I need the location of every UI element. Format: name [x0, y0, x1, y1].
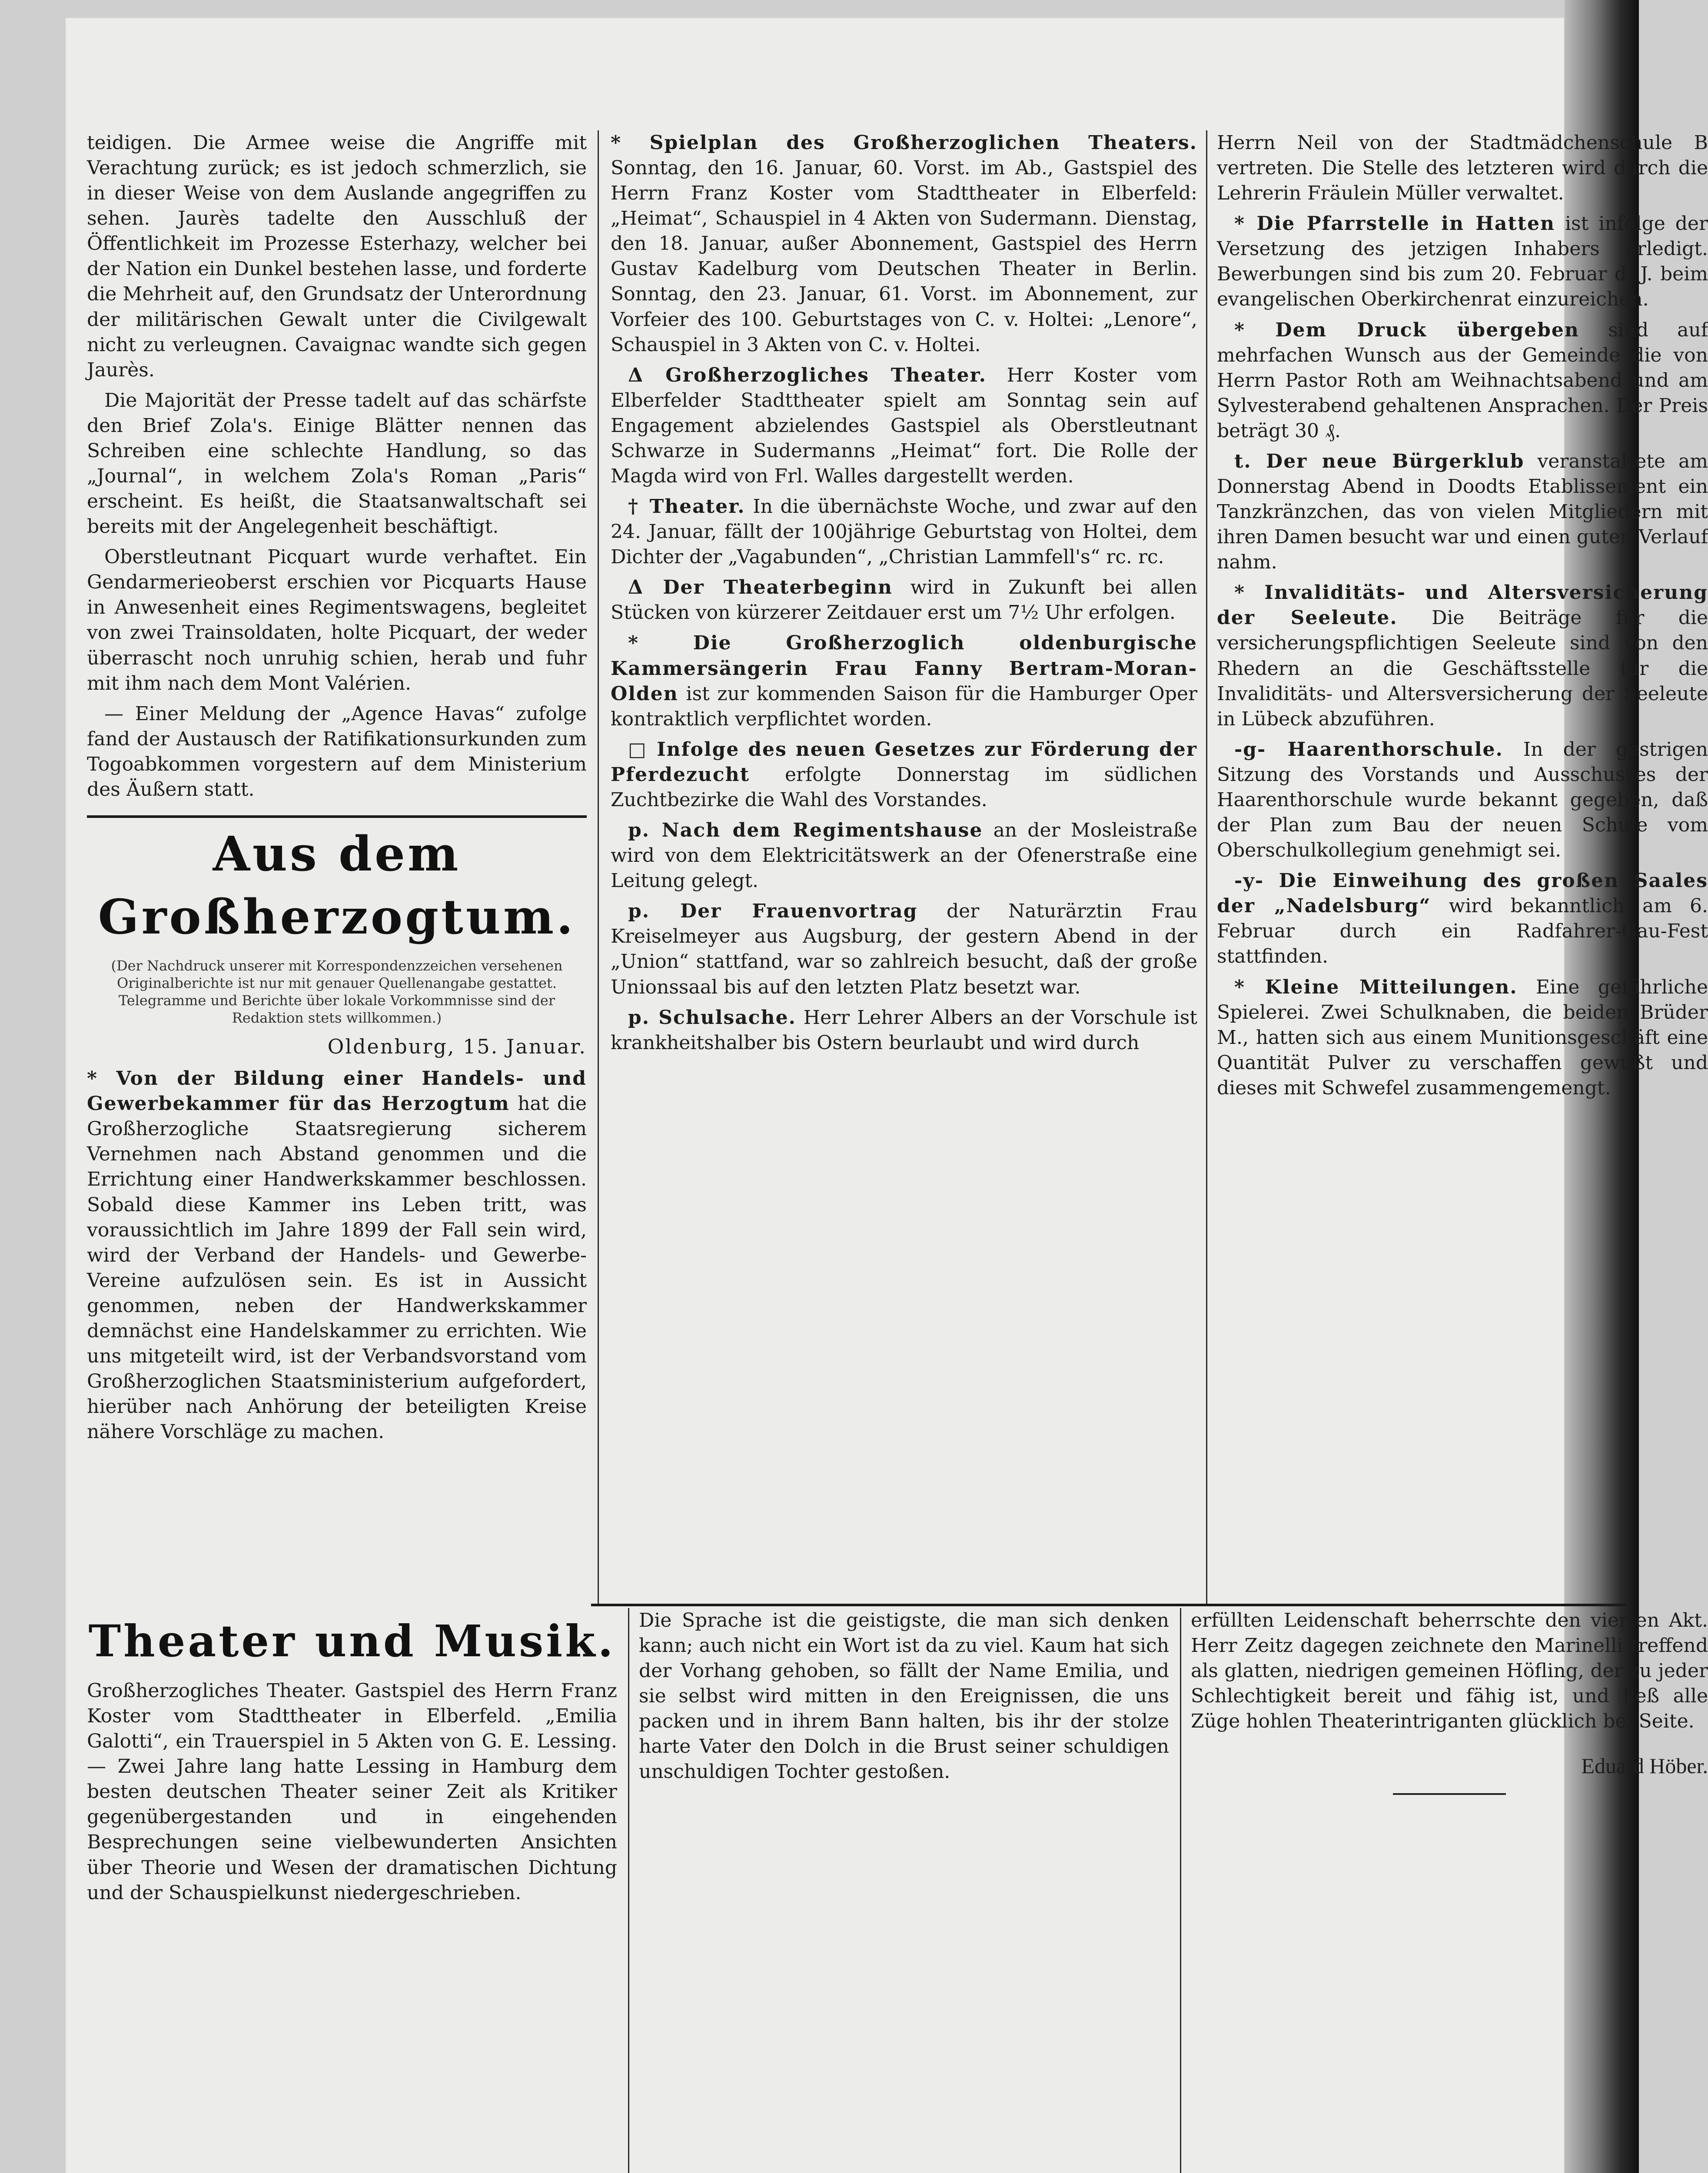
dateline: Oldenburg, 15. Januar. [327, 1035, 587, 1059]
schulsache-text: Herr Lehrer Albers an der Vorschule ist krankheitshalber bis Ostern beurlaubt und wird durch [611, 1006, 1197, 1054]
kammersaengerin-text: ist zur kommenden Saison für die Hamburger Oper kontraktlich verpflichtet worden. [611, 682, 1197, 730]
kleine-mitteilungen-title: * Kleine Mitteilungen. [1234, 976, 1518, 998]
haarenthorschule-title: -g- Haarenthorschule. [1234, 738, 1503, 761]
column-divider-2 [1206, 130, 1207, 1604]
col1-top-text: teidigen. Die Armee weise die Angriffe mit Verachtung zurück; es ist jedoch schmerzlich, sie in dieser Weise von dem Auslande angegriffen zu sehen. Jaurès tadelte den Ausschluß der Öffentlichkeit im Prozesse Esterhazy, welcher bei der Nation ein Dunkel bestehen lasse, und forderte die Mehrheit auf, den Grundsatz der Unterordnung der militärischen Gewalt unter die Civilgewalt nicht zu verleugnen. Cavaignac wandte sich gegen Jaurès. [87, 132, 587, 381]
theater-musik-region [87, 1608, 1708, 2173]
theater-column-1 [87, 1608, 617, 1911]
hoftheater-text: Herr Koster vom Elberfelder Stadttheater spielt am Sonntag sein auf Engagement abzielendes Gastspiel als Oberstleutnant Schwarze in Sudermanns „Heimat“ fort. Die Rolle der Magda wird von Frl. Walles dargestellt werden. [611, 364, 1197, 488]
end-rule [1393, 1793, 1506, 1795]
pferdezucht-title: □ Infolge des neuen Gesetzes zur Förderung der Pferdezucht [611, 738, 1197, 786]
column-2 [611, 130, 1197, 1061]
reprint-note: (Der Nachdruck unserer mit Korrespondenzzeichen versehenen Originalberichte ist nur mit genauer Quellenangabe gestattet. Telegramme und Berichte über lokale Vorkommnisse sind der Redaktion stets willkommen.) [111, 957, 563, 1027]
top-news-region [87, 130, 1708, 1604]
section-heading-theater: Theater und Musik. [88, 1615, 616, 1667]
invaliditaet-text: Die Beiträge für die versicherungspflichtigen Seeleute sind von den Rhedern an die Geschäftsstelle für die Invaliditäts- und Altersversicherung der Seeleute in Lübeck abzuführen. [1217, 607, 1708, 730]
theater-col2-text: Die Sprache ist die geistigste, die man sich denken kann; auch nicht ein Wort ist da zu viel. Kaum hat sich der Vorhang gehoben, so fällt der Name Emilia, und sie selbst wird mitten in den Ereignissen, die uns packen und in ihrem Bann halten, bis ihr der stolze harte Vater den Dolch in die Brust seiner schuldigen unschuldigen Tochter gestoßen. [639, 1609, 1169, 1783]
theater-divider-2 [1180, 1608, 1181, 2173]
pfarrstelle-title: * Die Pfarrstelle in Hatten [1234, 213, 1555, 235]
haarenthorschule-text: In der gestrigen Sitzung des Vorstands und Ausschusses der Haarenthorschule wurde bekannt gegeben, daß der Plan zum Bau der neuen Schule vom Oberschulkollegium genehmigt sei. [1217, 738, 1708, 862]
theater-text: In die übernächste Woche, und zwar auf den 24. Januar, fällt der 100jährige Geburtstag von Holtei, dem Dichter der „Vagabunden“, „Christian Lammfell's“ rc. rc. [611, 495, 1197, 568]
spielplan-title: * Spielplan des Großherzoglichen Theaters. [611, 132, 1197, 154]
buergerklub-text: veranstaltete am Donnerstag Abend in Doodts Etablissement ein Tanzkränzchen, das von vielen Mitgliedern mit ihren Damen besucht war und einen guten Verlauf nahm. [1217, 450, 1708, 574]
frauenvortrag-text: der Naturärztin Frau Kreiselmeyer aus Augsburg, der gestern Abend in der „Union“ stattfand, war so zahlreich besucht, daß der große Unionssaal bis auf den letzten Platz besetzt war. [611, 900, 1197, 998]
frauenvortrag-title: p. Der Frauenvortrag [628, 900, 918, 923]
saal-einweihung-text: wird bekanntlich am 6. Februar durch ein Radfahrer-Gau-Fest stattfinden. [1217, 895, 1708, 968]
theater-col1-text: Großherzogliches Theater. Gastspiel des Herrn Franz Koster vom Stadttheater in Elberfeld. „Emilia Galotti“, ein Trauerspiel in 5 Akten von G. E. Lessing. — Zwei Jahre lang hatte Lessing in Hamburg dem besten deutschen Theater seiner Zeit als Kritiker gegenübergestanden und in eingehenden Besprechungen seine vielbewunderten Ansichten über Theorie und Wesen der dramatischen Dichtung und der Schauspielkunst niedergeschrieben. [87, 1680, 617, 1904]
regimentshaus-title: p. Nach dem Regimentshause [628, 819, 983, 842]
theater-divider-1 [628, 1608, 629, 2173]
regimentshaus-text: an der Mosleistraße wird von dem Elektricitätswerk an der Ofenerstraße eine Leitung gelegt. [611, 819, 1197, 892]
scan-margin [0, 0, 65, 2173]
item-bildung-text: hat die Großherzogliche Staatsregierung sicherem Vernehmen nach Abstand genommen und die Errichtung einer Handwerkskammer beschlossen. Sobald diese Kammer ins Leben tritt, was voraussichtlich im Jahre 1899 der Fall sein wird, wird der Verband der Handels- und Gewerbe-Vereine aufzulösen sein. Es ist in Aussicht genommen, neben der Handwerkskammer demnächst eine Handelskammer zu errichten. Wie uns mitgeteilt wird, ist der Verbandsvorstand vom Großherzoglichen Staatsministerium aufgefordert, hierüber nach Anhörung der beteiligten Kreise nähere Vorschläge zu machen. [87, 1093, 587, 1443]
item-bildung-title: * Von der Bildung einer Handels- und Gewerbekammer für das Herzogtum [87, 1067, 587, 1115]
spielplan-text: Sonntag, den 16. Januar, 60. Vorst. im Ab., Gastspiel des Herrn Franz Koster vom Stadttheater in Elberfeld: „Heimat“, Schauspiel in 4 Akten von Sudermann. Dienstag, den 18. Januar, außer Abonnement, Gastspiel des Herrn Gustav Kadelburg vom Deutschen Theater in Berlin. Sonntag, den 23. Januar, 61. Vorst. im Abonnement, zur Vorfeier des 100. Geburtstages von C. v. Holtei: „Lenore“, Schauspiel in 3 Akten von C. v. Holtei. [611, 157, 1197, 356]
horizontal-rule [591, 1604, 1625, 1606]
invaliditaet-title: * Invaliditäts- und Altersversicherung der Seeleute. [1217, 581, 1708, 629]
saal-einweihung-title: -y- Die Einweihung des großen Saales der „Nadelsburg“ [1217, 870, 1708, 917]
pfarrstelle-text: ist infolge der Versetzung des jetzigen Inhabers erledigt. Bewerbungen sind bis zum 20. Februar d. J. beim evangelischen Oberkirchenrat einzureichen. [1217, 213, 1708, 311]
hoftheater-title: Δ Großherzogliches Theater. [628, 364, 987, 386]
col1-zola-text: Die Majorität der Presse tadelt auf das schärfste den Brief Zola's. Einige Blätter nennen das Schreiben eine schlechte Handlung, so das „Journal“, in welchem Zola's Roman „Paris“ erscheint. Es heißt, die Staatsanwaltschaft sei bereits mit der Angelegenheit beschäftigt. [87, 389, 587, 538]
section-heading-grossherzogtum: Aus dem Großherzogtum. [98, 826, 576, 945]
section-rule [87, 815, 587, 818]
col3-top-text: Herrn Neil von der Stadtmädchenschule B vertreten. Die Stelle des letzteren wird durch die Lehrerin Fräulein Müller verwaltet. [1217, 132, 1708, 205]
druck-text: sind auf mehrfachen Wunsch aus der Gemeinde die von Herrn Pastor Roth am Weihnachtsabend und am Sylvesterabend gehaltenen Ansprachen. Der Preis beträgt 30 ₰. [1217, 319, 1708, 442]
column-divider-1 [598, 130, 599, 1604]
col1-havas-text: — Einer Meldung der „Agence Havas“ zufolge fand der Austausch der Ratifikationsurkunden zum Togoabkommen vorgestern auf dem Ministerium des Äußern statt. [87, 702, 587, 801]
column-1 [87, 130, 587, 1450]
kleine-mitteilungen-text: Eine gefährliche Spielerei. Zwei Schulknaben, die beiden Brüder M., hatten sich aus einem Munitionsgeschäft eine Quantität Pulver zu verschaffen gewußt und dieses mit Schwefel zusammengemengt. [1217, 976, 1708, 1099]
buergerklub-title: t. Der neue Bürgerklub [1234, 450, 1525, 472]
druck-title: * Dem Druck übergeben [1234, 319, 1579, 341]
kammersaengerin-title: * Die Großherzoglich oldenburgische Kammersängerin Frau Fanny Bertram-Moran-Olden [611, 632, 1197, 705]
theaterbeginn-text: wird in Zukunft bei allen Stücken von kürzerer Zeitdauer erst um 7½ Uhr erfolgen. [611, 576, 1197, 624]
theater-title: † Theater. [628, 495, 745, 518]
signature: Eduard Höber. [1581, 1754, 1708, 1778]
col1-picquart-text: Oberstleutnant Picquart wurde verhaftet. Ein Gendarmerieoberst erschien vor Picquarts Hause in Anwesenheit eines Regimentswagens, begleitet von zwei Trainsoldaten, holte Picquart, der weder überrascht noch unruhig schien, herab und fuhr mit ihm nach dem Mont Valérien. [87, 546, 587, 694]
theater-col3-text: erfüllten Leidenschaft beherrschte den vierten Akt. Herr Zeitz dagegen zeichnete den Marinelli treffend als glatten, niedrigen gemeinen Höfling, der zu jeder Schlechtigkeit bereit und fähig ist, und ließ alle Züge hohlen Theaterintriganten glücklich bei Seite. [1191, 1609, 1708, 1733]
theaterbeginn-title: Δ Der Theaterbeginn [628, 576, 893, 599]
theater-column-2 [639, 1608, 1169, 1790]
schulsache-title: p. Schulsache. [628, 1006, 796, 1029]
theater-column-3 [1191, 1608, 1708, 1795]
pferdezucht-text: erfolgte Donnerstag im südlichen Zuchtbezirke die Wahl des Vorstandes. [611, 763, 1197, 811]
column-3 [1217, 130, 1708, 1106]
